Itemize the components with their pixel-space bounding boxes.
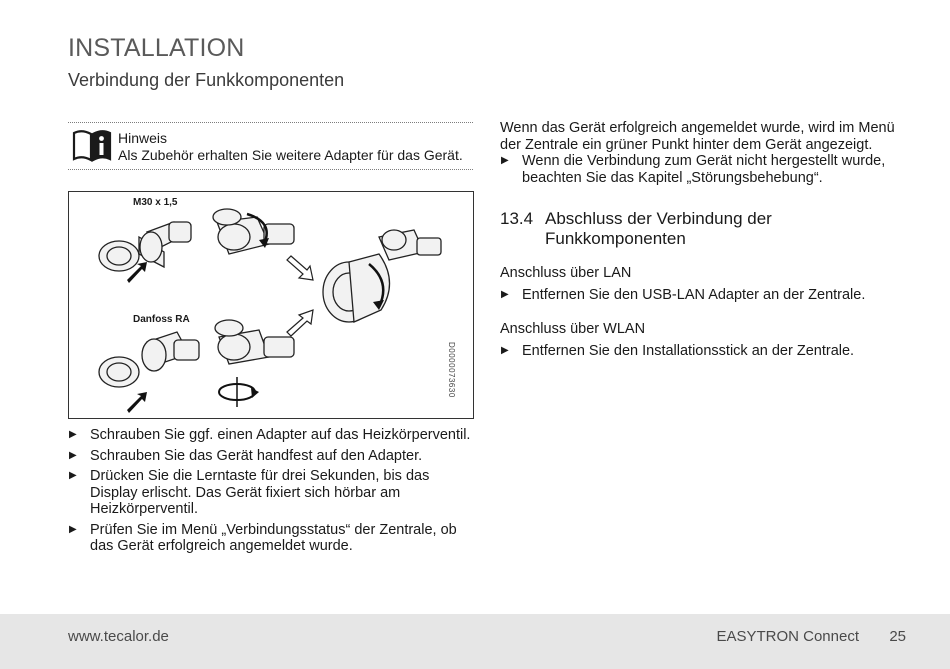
adapter-label-danfoss: Danfoss RA [133, 314, 190, 325]
wlan-list [500, 343, 912, 360]
section-title: Abschluss der Verbindung der Funkkomponenten [545, 209, 772, 248]
list-item: ▶ Drücken Sie die Lerntaste für drei Sekunden, bis das Display erlischt. Das Gerät fixiert sich hörbar am Heizkörperventil. [68, 468, 473, 518]
installation-figure [68, 191, 474, 419]
lan-heading: Anschluss über LAN [500, 265, 632, 281]
note-text: Als Zubehör erhalten Sie weitere Adapter für das Gerät. [118, 147, 463, 163]
book-info-icon [72, 129, 112, 168]
valve-illustration [69, 192, 473, 418]
adapter-label-m30: M30 x 1,5 [133, 197, 178, 208]
installation-steps [68, 427, 473, 559]
page-title: INSTALLATION [68, 34, 245, 62]
wlan-heading: Anschluss über WLAN [500, 321, 646, 337]
right-column-intro [500, 120, 912, 190]
list-item: ▶ Schrauben Sie das Gerät handfest auf den Adapter. [68, 448, 473, 465]
footer-url[interactable]: www.tecalor.de [68, 628, 169, 645]
page-footer [0, 614, 950, 669]
note-box [68, 122, 473, 170]
footer-product: EASYTRON Connect [716, 628, 859, 645]
figure-code: D0000073630 [447, 342, 456, 398]
page-subtitle: Verbindung der Funkkomponenten [68, 70, 345, 90]
list-item: ▶ Wenn die Verbindung zum Gerät nicht hergestellt wurde, beachten Sie das Kapitel „Störungsbehebung“. [500, 153, 912, 186]
section-number: 13.4 [500, 209, 534, 228]
list-item: ▶ Entfernen Sie den USB-LAN Adapter an der Zentrale. [500, 287, 912, 304]
list-item: ▶ Prüfen Sie im Menü „Verbindungsstatus“ der Zentrale, ob das Gerät erfolgreich angemeldet wurde. [68, 522, 473, 555]
lan-list [500, 287, 912, 304]
list-item: ▶ Entfernen Sie den Installationsstick an der Zentrale. [500, 343, 912, 360]
page-number: 25 [889, 628, 906, 645]
note-title: Hinweis [118, 130, 168, 146]
list-item: ▶ Schrauben Sie ggf. einen Adapter auf das Heizkörperventil. [68, 427, 473, 444]
intro-paragraph: Wenn das Gerät erfolgreich angemeldet wurde, wird im Menü der Zentrale ein grüner Punkt hinter dem Gerät angezeigt. [500, 120, 895, 153]
